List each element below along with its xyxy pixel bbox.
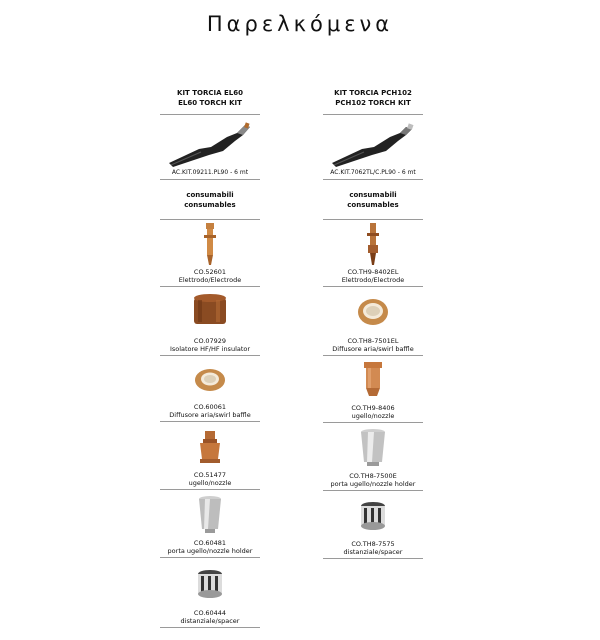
consumables-label-it: consumabili (186, 190, 234, 199)
part-description: porta ugello/nozzle holder (330, 480, 416, 488)
consumables-label-en: consumables (184, 200, 236, 209)
part-item (160, 422, 260, 490)
part-code: CO.TH8-7500E (349, 472, 397, 480)
spacer-icon (195, 568, 225, 600)
consumables-label-it: consumabili (349, 190, 397, 199)
part-code: CO.TH8-7575 (351, 540, 395, 548)
el60-kit-column (160, 82, 260, 628)
torch-code: AC.KIT.09211.PL90 - 6 mt (171, 169, 249, 176)
part-description: ugello/nozzle (351, 412, 395, 420)
part-description: ugello/nozzle (188, 479, 232, 487)
part-description: Diffusore aria/swirl baffle (169, 411, 251, 419)
consumables-header (160, 180, 260, 220)
part-description: distanziale/spacer (343, 548, 403, 556)
kit-title-en: EL60 TORCH KIT (178, 99, 242, 107)
part-description: porta ugello/nozzle holder (167, 547, 253, 555)
part-item (160, 287, 260, 356)
part-item (323, 423, 423, 491)
consumables-label-en: consumables (347, 200, 399, 209)
part-item (160, 490, 260, 558)
nozzle-holder-icon (196, 495, 224, 535)
nozzle-icon (358, 360, 388, 400)
page-title: Παρελκόμενα (206, 12, 394, 36)
nozzle-holder-icon (358, 428, 388, 468)
part-code: CO.TH9-8406 (351, 404, 395, 412)
part-item (323, 356, 423, 423)
electrode-long-icon (200, 221, 220, 267)
part-description: Isolatore HF/HF insulator (169, 345, 251, 353)
kit-header (323, 82, 423, 115)
part-description: Diffusore aria/swirl baffle (332, 345, 414, 353)
pch102-kit-column (323, 82, 423, 559)
part-code: CO.TH8-7501EL (347, 337, 399, 345)
consumables-header (323, 180, 423, 220)
swirl-ring-icon (192, 366, 228, 394)
part-code: CO.60061 (193, 403, 227, 411)
swirl-ring-icon (355, 296, 391, 328)
part-code: CO.07929 (193, 337, 227, 345)
part-code: CO.60444 (193, 609, 227, 617)
part-item (160, 558, 260, 628)
torch-code: AC.KIT.7062TL/C.PL90 - 6 mt (330, 169, 416, 176)
part-description: distanziale/spacer (180, 617, 240, 625)
part-code: CO.60481 (193, 539, 227, 547)
kit-title-it: KIT TORCIA EL60 (177, 89, 243, 97)
part-description: Elettrodo/Electrode (178, 276, 242, 284)
insulator-icon (190, 294, 230, 330)
torch-row (323, 115, 423, 180)
nozzle-icon (195, 429, 225, 465)
plasma-torch-icon (165, 121, 255, 169)
part-description: Elettrodo/Electrode (341, 276, 405, 284)
spacer-icon (358, 500, 388, 532)
plasma-torch-icon (328, 121, 418, 169)
part-item (323, 220, 423, 287)
kit-title-en: PCH102 TORCH KIT (335, 99, 411, 107)
kit-header (160, 82, 260, 115)
electrode-icon (363, 221, 383, 267)
part-code: CO.TH9-8402EL (347, 268, 399, 276)
part-item (160, 220, 260, 287)
part-code: CO.51477 (193, 471, 227, 479)
torch-row (160, 115, 260, 180)
kit-title-it: KIT TORCIA PCH102 (334, 89, 412, 97)
part-code: CO.52601 (193, 268, 227, 276)
part-item (323, 491, 423, 559)
part-item (323, 287, 423, 356)
part-item (160, 356, 260, 422)
